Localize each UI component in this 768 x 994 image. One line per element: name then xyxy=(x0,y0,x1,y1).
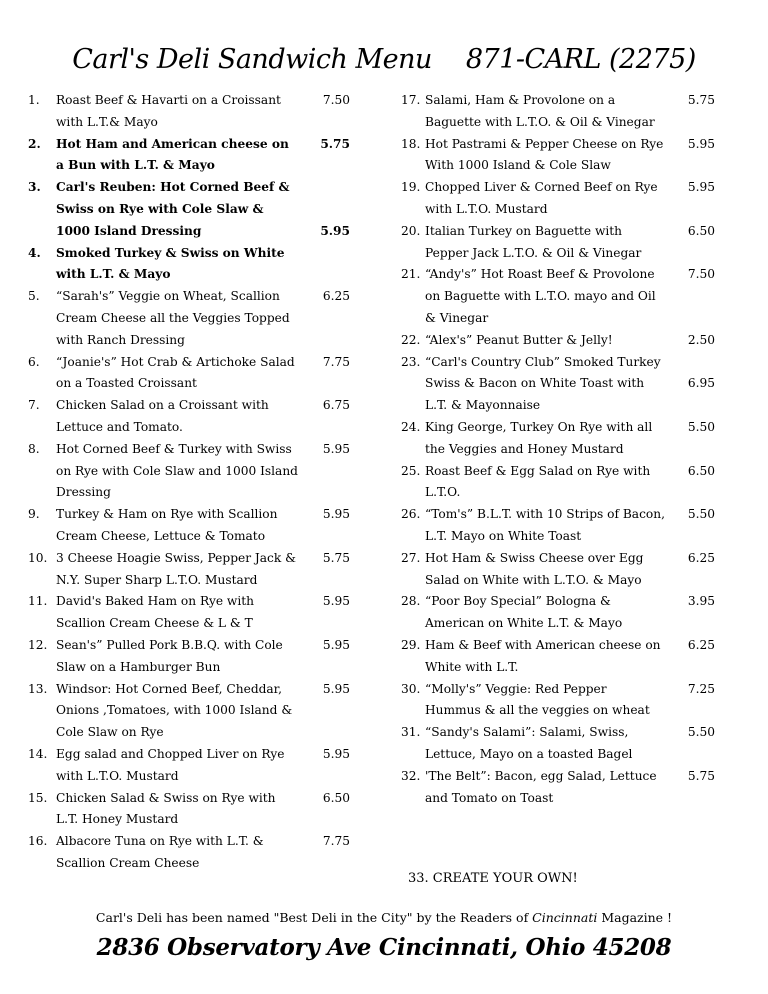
menu-item xyxy=(401,766,723,810)
menu-item xyxy=(401,635,723,679)
item-price: 7.75 xyxy=(322,354,350,369)
item-price: 5.75 xyxy=(687,93,715,107)
phone-number: 871-CARL (2275) xyxy=(465,44,696,75)
item-number: 24. xyxy=(401,419,421,434)
item-number: 32. xyxy=(401,768,421,783)
item-description: Italian Turkey on Baguette with Pepper Jack L.T.O. & Oil & Vinegar xyxy=(425,223,642,260)
menu-item xyxy=(28,90,350,134)
item-price: 6.25 xyxy=(322,289,350,304)
item-description: Chopped Liver & Corned Beef on Rye with L.T.O. Mustard xyxy=(425,180,658,216)
item-price: 6.50 xyxy=(687,463,715,478)
item-description: “Sarah's” Veggie on Wheat, Scallion Cream Cheese all the Veggies Topped with Ranch Dressing xyxy=(56,289,290,347)
item-number: 5. xyxy=(28,289,40,304)
item-number: 4. xyxy=(28,245,41,260)
item-price: 5.95 xyxy=(322,507,350,522)
menu-column-left xyxy=(28,90,350,875)
item-description: David's Baked Ham on Rye with Scallion Cream Cheese & L & T xyxy=(56,594,254,631)
menu-item xyxy=(28,635,350,679)
item-description: “Tom's” B.L.T. with 10 Strips of Bacon, L.T. Mayo on White Toast xyxy=(425,507,665,543)
menu-title: Carl's Deli Sandwich Menu xyxy=(72,44,432,75)
item-description: Smoked Turkey & Swiss on White with L.T. & Mayo xyxy=(56,245,285,282)
menu-item xyxy=(28,788,350,832)
item-description: Ham & Beef with American cheese on White with L.T. xyxy=(425,637,661,674)
item-number: 10. xyxy=(28,550,48,565)
item-price: 7.50 xyxy=(322,93,350,107)
item-number: 31. xyxy=(401,725,421,740)
menu-item xyxy=(401,264,723,329)
item-price: 5.75 xyxy=(687,768,715,783)
menu-item xyxy=(401,177,723,221)
item-number: 28. xyxy=(401,594,421,609)
item-price: 6.50 xyxy=(687,223,715,238)
item-number: 14. xyxy=(28,746,48,761)
item-number: 23. xyxy=(401,354,421,369)
menu-item xyxy=(28,439,350,504)
item-description: Hot Pastrami & Pepper Cheese on Rye With 1000 Island & Cole Slaw xyxy=(425,136,664,173)
magazine-name: Cincinnati xyxy=(532,910,598,925)
item-description: Hot Corned Beef & Turkey with Swiss on Rye with Cole Slaw and 1000 Island Dressing xyxy=(56,441,298,500)
menu-item xyxy=(28,286,350,351)
menu-item xyxy=(401,330,723,352)
item-number: 6. xyxy=(28,354,40,369)
item-number: 13. xyxy=(28,681,48,696)
menu-item xyxy=(28,744,350,788)
item-description: “Sandy's Salami”: Salami, Swiss, Lettuce, Mayo on a toasted Bagel xyxy=(425,725,633,761)
menu-item xyxy=(28,243,350,287)
item-price: 2.50 xyxy=(687,332,715,347)
item-price: 3.95 xyxy=(687,594,715,609)
item-description: 3 Cheese Hoagie Swiss, Pepper Jack & N.Y. Super Sharp L.T.O. Mustard xyxy=(56,550,296,587)
menu-item xyxy=(401,352,723,417)
item-number: 2. xyxy=(28,136,41,151)
item-number: 16. xyxy=(28,834,48,849)
item-description: “Carl's Country Club” Smoked Turkey Swiss & Bacon on White Toast with L.T. & Mayonnaise xyxy=(425,354,661,413)
menu-item xyxy=(28,395,350,439)
menu-item xyxy=(401,221,723,265)
award-note-end: Magazine ! xyxy=(597,910,673,925)
item-number: 27. xyxy=(401,550,421,565)
item-description: “Molly's” Veggie: Red Pepper Hummus & all the veggies on wheat xyxy=(425,681,650,718)
item-price: 5.95 xyxy=(322,637,350,652)
item-price: 6.50 xyxy=(322,790,350,805)
item-description: Roast Beef & Egg Salad on Rye with L.T.O. xyxy=(425,463,651,500)
menu-header xyxy=(0,44,768,75)
item-description: Chicken Salad & Swiss on Rye with L.T. Honey Mustard xyxy=(56,790,276,827)
item-description: “Alex's” Peanut Butter & Jelly! xyxy=(425,332,613,347)
item-price: 7.75 xyxy=(322,834,350,849)
item-number: 25. xyxy=(401,463,421,478)
item-price: 5.50 xyxy=(687,507,715,522)
item-description: Roast Beef & Havarti on a Croissant with L.T.& Mayo xyxy=(56,93,281,129)
item-number: 15. xyxy=(28,790,48,805)
item-description: 'The Belt”: Bacon, egg Salad, Lettuce and Tomato on Toast xyxy=(425,768,657,805)
item-description: “Poor Boy Special” Bologna & American on White L.T. & Mayo xyxy=(425,594,623,631)
menu-item xyxy=(401,417,723,461)
menu-item xyxy=(28,831,350,875)
item-number: 7. xyxy=(28,398,40,413)
item-price: 5.50 xyxy=(687,419,715,434)
item-number: 8. xyxy=(28,441,40,456)
item-description: Egg salad and Chopped Liver on Rye with L.T.O. Mustard xyxy=(56,746,285,783)
menu-item xyxy=(28,591,350,635)
menu-item xyxy=(401,134,723,178)
item-number: 11. xyxy=(28,594,48,609)
award-note-text: Carl's Deli has been named "Best Deli in the City" by the Readers of xyxy=(95,910,533,925)
item-description: “Andy's” Hot Roast Beef & Provolone on Baguette with L.T.O. mayo and Oil & Vinegar xyxy=(425,267,656,325)
menu-item xyxy=(28,177,350,242)
item-number: 30. xyxy=(401,681,421,696)
item-price: 5.95 xyxy=(322,594,350,609)
item-number: 9. xyxy=(28,507,40,522)
menu-item xyxy=(28,352,350,396)
item-price: 6.25 xyxy=(687,550,715,565)
item-description: Salami, Ham & Provolone on a Baguette with L.T.O. & Oil & Vinegar xyxy=(425,93,655,129)
menu-item xyxy=(28,504,350,548)
menu-item xyxy=(401,504,723,548)
item-number: 17. xyxy=(401,93,421,107)
item-number: 21. xyxy=(401,267,421,282)
item-description: Turkey & Ham on Rye with Scallion Cream Cheese, Lettuce & Tomato xyxy=(56,507,278,543)
item-description: Sean's” Pulled Pork B.B.Q. with Cole Slaw on a Hamburger Bun xyxy=(56,637,283,674)
item-price: 5.75 xyxy=(320,136,350,151)
item-description: King George, Turkey On Rye with all the Veggies and Honey Mustard xyxy=(425,419,653,456)
item-description: Windsor: Hot Corned Beef, Cheddar, Onions ,Tomatoes, with 1000 Island & Cole Slaw on Rye xyxy=(56,681,293,740)
item-price: 5.75 xyxy=(322,550,350,565)
item-description: Chicken Salad on a Croissant with Lettuce and Tomato. xyxy=(56,398,269,434)
item-price: 5.95 xyxy=(320,223,350,238)
item-price: 5.95 xyxy=(687,180,715,195)
menu-item xyxy=(401,679,723,723)
item-price: 5.95 xyxy=(322,441,350,456)
item-description: Hot Ham & Swiss Cheese over Egg Salad on White with L.T.O. & Mayo xyxy=(425,550,644,587)
item-price: 5.50 xyxy=(687,725,715,740)
menu-item xyxy=(28,548,350,592)
menu-item xyxy=(401,722,723,766)
item-number: 3. xyxy=(28,180,41,195)
store-address: 2836 Observatory Ave Cincinnati, Ohio 45208 xyxy=(96,934,672,961)
menu-item xyxy=(401,461,723,505)
item-price: 7.50 xyxy=(687,267,715,282)
create-your-own: 33. CREATE YOUR OWN! xyxy=(408,871,578,886)
item-price: 5.95 xyxy=(322,746,350,761)
item-number: 19. xyxy=(401,180,421,195)
item-description: Albacore Tuna on Rye with L.T. & Scallion Cream Cheese xyxy=(56,834,264,870)
menu-column-right xyxy=(401,90,723,809)
item-number: 1. xyxy=(28,93,40,107)
item-number: 20. xyxy=(401,223,421,238)
item-price: 6.25 xyxy=(687,637,715,652)
item-price: 6.75 xyxy=(322,398,350,413)
item-number: 29. xyxy=(401,637,421,652)
menu-item xyxy=(401,591,723,635)
menu-item xyxy=(28,134,350,178)
award-note xyxy=(0,910,768,925)
item-description: Hot Ham and American cheese on a Bun with L.T. & Mayo xyxy=(56,136,289,173)
item-number: 22. xyxy=(401,332,421,347)
menu-item xyxy=(401,548,723,592)
item-price: 7.25 xyxy=(687,681,715,696)
menu-item xyxy=(28,679,350,744)
menu-item xyxy=(401,90,723,134)
item-description: “Joanie's” Hot Crab & Artichoke Salad on a Toasted Croissant xyxy=(56,354,295,391)
item-price: 6.95 xyxy=(687,376,715,391)
item-description: Carl's Reuben: Hot Corned Beef & Swiss on Rye with Cole Slaw & 1000 Island Dressing xyxy=(56,180,290,238)
item-price: 5.95 xyxy=(687,136,715,151)
item-number: 18. xyxy=(401,136,421,151)
item-number: 26. xyxy=(401,507,421,522)
item-price: 5.95 xyxy=(322,681,350,696)
item-number: 12. xyxy=(28,637,48,652)
